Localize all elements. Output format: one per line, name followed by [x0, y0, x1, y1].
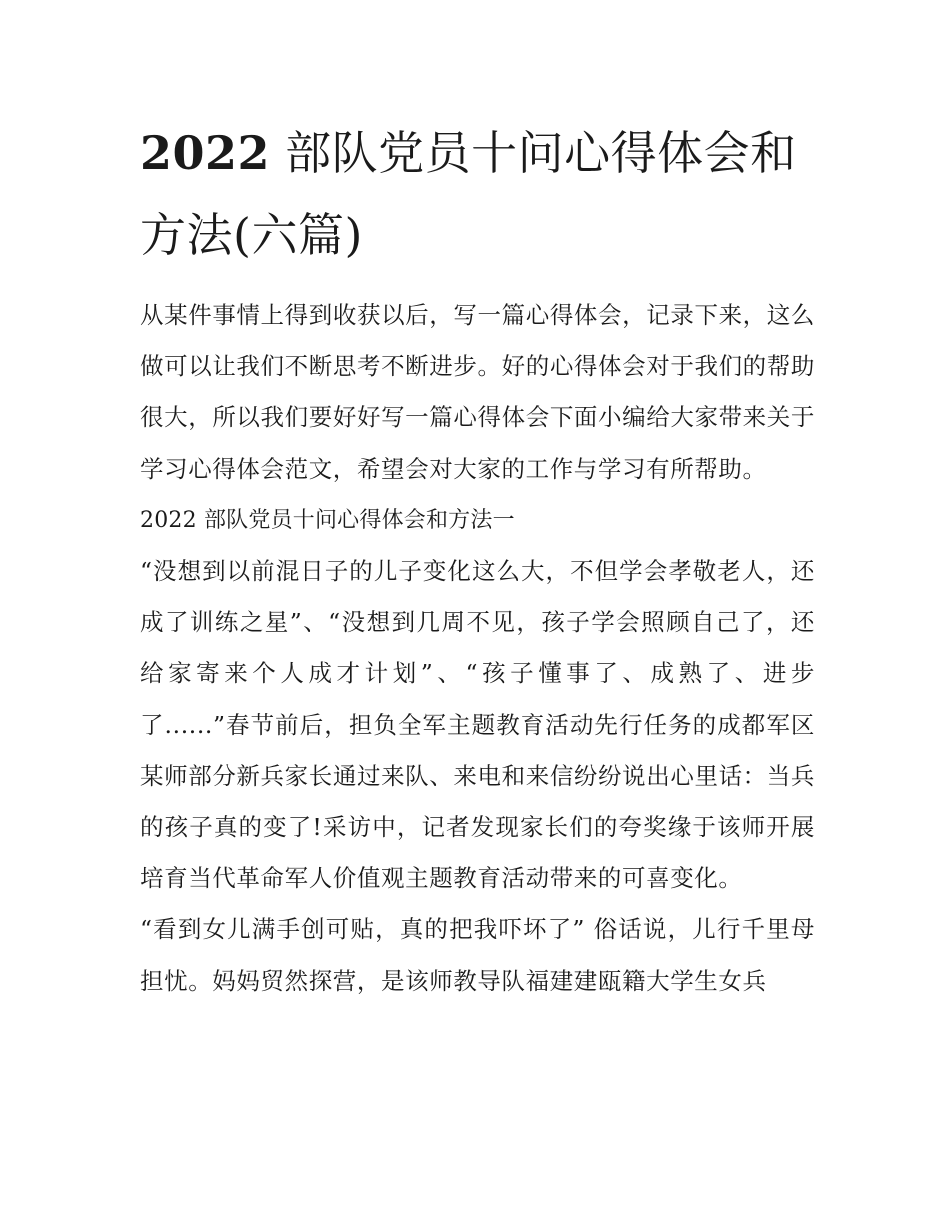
- document-body: [140, 290, 815, 1007]
- section-heading: 2022 部队党员十问心得体会和方法一: [140, 507, 515, 533]
- body-paragraph: “没想到以前混日子的儿子变化这么大，不但学会孝敬老人，还成了训练之星”、“没想到几周不见，孩子学会照顾自己了，还给家寄来个人成才计划”、“孩子懂事了、成熟了、进步了......”春节前后，担负全军主题教育活动先行任务的成都军区某师部分新兵家长通过来队、来电和来信纷纷说出心里话：当兵的孩子真的变了!采访中，记者发现家长们的夸奖缘于该师开展培育当代革命军人价值观主题教育活动带来的可喜变化。: [140, 557, 815, 893]
- body-paragraph: “看到女儿满手创可贴，真的把我吓坏了” 俗话说，儿行千里母担忧。妈妈贸然探营，是该师教导队福建建瓯籍大学生女兵: [140, 915, 815, 995]
- intro-paragraph: 从某件事情上得到收获以后，写一篇心得体会，记录下来，这么做可以让我们不断思考不断进步。好的心得体会对于我们的帮助很大，所以我们要好好写一篇心得体会下面小编给大家带来关于学习心得体会范文，希望会对大家的工作与学习有所帮助。: [140, 301, 815, 483]
- document-title: [140, 112, 815, 276]
- title-year: 2022: [140, 126, 271, 180]
- title-text: 部队党员十问心得体会和方法(六篇): [140, 126, 797, 262]
- document-page: [140, 112, 815, 1007]
